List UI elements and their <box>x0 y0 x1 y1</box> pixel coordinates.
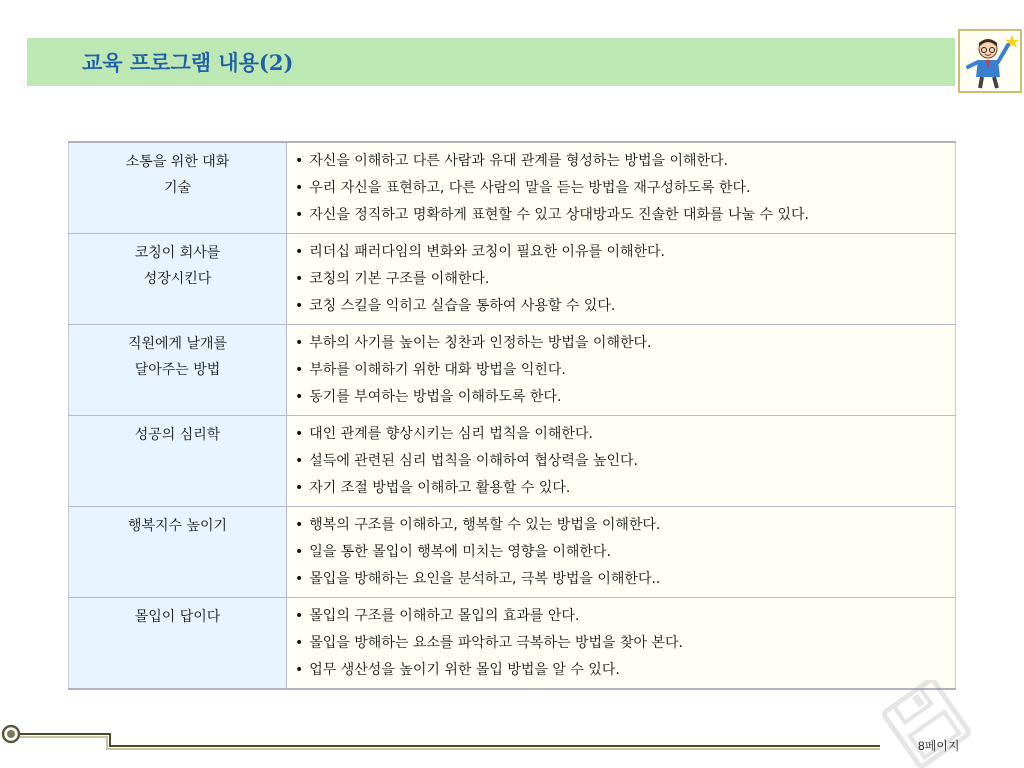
topic-cell <box>69 142 287 234</box>
list-item: • 행복의 구조를 이해하고, 행복할 수 있는 방법을 이해한다. <box>295 512 949 539</box>
topic-line: 소통을 위한 대화 <box>125 154 230 170</box>
list-item: • 설득에 관련된 심리 법칙을 이해하여 협상력을 높인다. <box>295 448 949 475</box>
topic-cell <box>69 325 287 416</box>
table-row <box>69 325 956 416</box>
table-row <box>69 598 956 690</box>
list-item: • 몰입의 구조를 이해하고 몰입의 효과를 안다. <box>295 603 949 630</box>
details-cell <box>287 507 956 598</box>
topic-line: 달아주는 방법 <box>134 362 221 378</box>
topic-line: 직원에게 날개를 <box>127 336 228 352</box>
topic-line: 코칭이 회사를 <box>134 245 221 261</box>
list-item: • 동기를 부여하는 방법을 이해하도록 한다. <box>295 384 949 411</box>
table-row <box>69 507 956 598</box>
details-cell <box>287 416 956 507</box>
list-item: • 자기 조절 방법을 이해하고 활용할 수 있다. <box>295 475 949 502</box>
topic-cell <box>69 598 287 690</box>
list-item: • 자신을 정직하고 명확하게 표현할 수 있고 상대방과도 진솔한 대화를 나눌 수 있다. <box>295 202 949 229</box>
list-item: • 일을 통한 몰입이 행복에 미치는 영향을 이해한다. <box>295 539 949 566</box>
topic-line: 성공의 심리학 <box>134 427 221 443</box>
footer-decoration <box>0 725 1024 755</box>
list-item: • 리더십 패러다임의 변화와 코칭이 필요한 이유를 이해한다. <box>295 239 949 266</box>
list-item: • 자신을 이해하고 다른 사람과 유대 관계를 형성하는 방법을 이해한다. <box>295 148 949 175</box>
page-title: 교육 프로그램 내용(2) <box>82 50 294 75</box>
program-content-table <box>68 141 956 690</box>
list-item: • 코칭의 기본 구조를 이해한다. <box>295 266 949 293</box>
table-row <box>69 234 956 325</box>
list-item: • 부하를 이해하기 위한 대화 방법을 익힌다. <box>295 357 949 384</box>
topic-line: 기술 <box>163 180 192 196</box>
page-number: 8페이지 <box>918 739 960 753</box>
teacher-mascot-icon <box>958 29 1022 93</box>
table-row <box>69 142 956 234</box>
details-cell <box>287 598 956 690</box>
list-item: • 업무 생산성을 높이기 위한 몰입 방법을 알 수 있다. <box>295 657 949 684</box>
details-cell <box>287 142 956 234</box>
list-item: • 몰입을 방해하는 요인을 분석하고, 극복 방법을 이해한다.. <box>295 566 949 593</box>
topic-cell <box>69 507 287 598</box>
topic-cell <box>69 234 287 325</box>
list-item: • 코칭 스킬을 익히고 실습을 통하여 사용할 수 있다. <box>295 293 949 320</box>
table-row <box>69 416 956 507</box>
list-item: • 몰입을 방해하는 요소를 파악하고 극복하는 방법을 찾아 본다. <box>295 630 949 657</box>
topic-line: 성장시킨다 <box>143 271 212 287</box>
details-cell <box>287 325 956 416</box>
list-item: • 우리 자신을 표현하고, 다른 사람의 말을 듣는 방법을 재구성하도록 한다. <box>295 175 949 202</box>
topic-cell <box>69 416 287 507</box>
list-item: • 대인 관계를 향상시키는 심리 법칙을 이해한다. <box>295 421 949 448</box>
details-cell <box>287 234 956 325</box>
list-item: • 부하의 사기를 높이는 칭찬과 인정하는 방법을 이해한다. <box>295 330 949 357</box>
topic-line: 행복지수 높이기 <box>127 518 228 534</box>
topic-line: 몰입이 답이다 <box>134 609 221 625</box>
